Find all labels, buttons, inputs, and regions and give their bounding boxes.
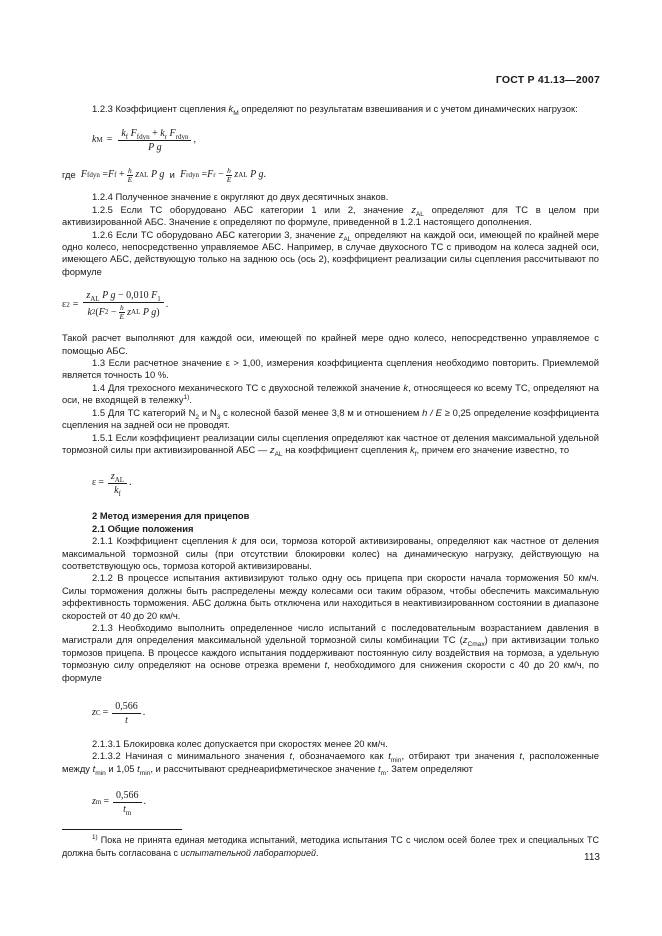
formula-zm-fraction: $\frac{0,566}{t_m}$: [113, 790, 142, 815]
paragraph-2-1-3: 2.1.3 Необходимо выполнить определенное число испытаний с последовательным возрастанием давления в магистрали для определения максимальной удельной тормозной силы комбинации ТС $(z_{Cmax})$ при активизации только тормозов прицепа. В процессе каждого испытания поддерживают постоянную силу воздействия на тормоза, а удельную тормозную силу определяют на основе отрезка времени t, необходимого для снижения скорости с 40 до 20 км/ч, по формуле: [62, 621, 599, 683]
paragraph-1-5-1: 1.5.1 Если коэффициент реализации силы сцепления определяют как частное от деления максимальной удельной тормозной силы при активизированной АБС — $z_{AL}$ на коэффициент сцепления $k_f$, причем его значение известно, то: [62, 431, 599, 458]
paragraph-1-4: 1.4 Для трехосного механического ТС с двухосной тележкой значение k, относящееся ко всему ТС, определяют на оси, не входящей в тележку$^{1)}$.: [62, 381, 600, 406]
formula-zm: z m = $\frac{0,566}{t_m}$ .: [92, 789, 146, 817]
paragraph-1-2-6-note: Такой расчет выполняют для каждой оси, имеющей по крайней мере одно колесо, непосредственно управляемое с помощью АБС.: [62, 332, 599, 356]
formula-epsilon: ε = $\frac{z_{AL}}{k_f}$ .: [92, 470, 132, 498]
paragraph-2-1-3-1: 2.1.3.1 Блокировка колес допускается при скоростях менее 20 км/ч.: [92, 738, 388, 749]
page-number: 113: [584, 852, 600, 863]
paragraph-1-2-5: 1.2.5 Если ТС оборудовано АБС категории 1 или 2, значение $z_{AL}$ определяют для ТС в целом при активизированной АБС. Значение ε определяют по формуле, приведенной в 1.2.1 настоящего дополнения.: [62, 203, 599, 228]
formula-epsilon-2: ε 2 = $z_{AL}$ P g − 0,010 $F_1$ k 2 ( F 2 − $\frac{h}{E}$ z AL P g ) .: [62, 289, 169, 321]
footnote-divider: [62, 829, 182, 830]
paragraph-2-1-3-2: 2.1.3.2 Начиная с минимального значения t, обозначаемого как $t_{min}$, отбирают три значения t, расположенные между $t_{min}$ и 1,05 $t_{min}$, и рассчитывают среднеарифметическое значение $t_m$. Затем определяют: [62, 750, 600, 777]
formula-fdyn-definitions: где F fdyn = F f + $\frac{h}{E}$ z AL P g и F rdyn = F r − $\frac{h}{E}$ z AL P g .: [62, 165, 267, 184]
page-content: [62, 103, 599, 859]
standard-header: ГОСТ Р 41.13—2007: [495, 74, 600, 86]
section-heading-2-1: 2.1 Общие положения: [92, 522, 194, 534]
formula-km-fraction: $\frac{k_f F_{fdyn} + k_r F_{rdyn}}{\text{P g}}$: [118, 128, 191, 153]
formula-epsilon-fraction: $\frac{z_{AL}}{k_f}$: [108, 471, 127, 496]
paragraph-1-2-4: 1.2.4 Полученное значение ε округляют до двух десятичных знаков.: [92, 191, 389, 203]
paragraph-1-5: 1.5 Для ТС категорий $N_2$ и $N_3$ с колесной базой менее 3,8 м и отношением h / E ≥ 0,25 определение коэффициента сцепления на задней оси не проводят.: [62, 406, 600, 431]
paragraph-2-1-2: 2.1.2 В процессе испытания активизируют только одну ось прицепа при скорости начала торможения 50 км/ч. Силы торможения должны быть распределены между колесами оси таким образом, чтобы обеспечить максимальную эффективность торможения. АБС должна быть отключена или находиться в неактивизированном состоянии в диапазоне скоростей от 40 до 20 км/ч.: [62, 572, 599, 621]
footnote-reference: 1): [183, 394, 190, 402]
paragraph-1-2-6: 1.2.6 Если ТС оборудовано АБС категории 3, значение $z_{AL}$ определяют на каждой оси, имеющей по крайней мере одно колесо, непосредственно управляемое АБС. Например, в случае двухосного ТС с приводом на колеса задней оси, имеющего АБС, действующую только на заднюю ось (ось 2), коэффициент реализации силы сцепления рассчитывают по формуле: [62, 228, 599, 277]
footnote: $^{1)}$ Пока не принята единая методика испытаний, методика испытания ТС с числом осей более трех и специальных ТС должна быть согласована с испытательной лабораторией.: [62, 834, 599, 858]
formula-zc-fraction: $\frac{0,566}{t}$: [112, 701, 141, 726]
paragraph-1-3: 1.3 Если расчетное значение ε > 1,00, измерения коэффициента сцепления необходимо повторить. Приемлемой является точность 10 %.: [62, 357, 599, 381]
paragraph-1-2-3: 1.2.3 Коэффициент сцепления $k_M$ определяют по результатам взвешивания и с учетом динамических нагрузок:: [92, 103, 578, 117]
formula-km: k M = $\frac{k_f F_{fdyn} + k_r F_{rdyn}}{\text{P g}}$ ,: [92, 127, 196, 153]
formula-epsilon-2-fraction: $z_{AL}$ P g − 0,010 $F_1$ k 2 ( F 2 − $\frac{h}{E}$ z AL P g ): [83, 290, 163, 321]
formula-zc: z C = $\frac{0,566}{t}$ .: [92, 700, 146, 726]
section-heading-2: 2 Метод измерения для прицепов: [92, 510, 250, 522]
paragraph-2-1-1: 2.1.1 Коэффициент сцепления k для оси, тормоза которой активизированы, определяют как частное от деления максимальной тормозной силы (при отсутствии блокировки колес) на динамическую нагрузку, действующую на соответствующую ось, тормоза которой активизированы.: [62, 535, 599, 571]
